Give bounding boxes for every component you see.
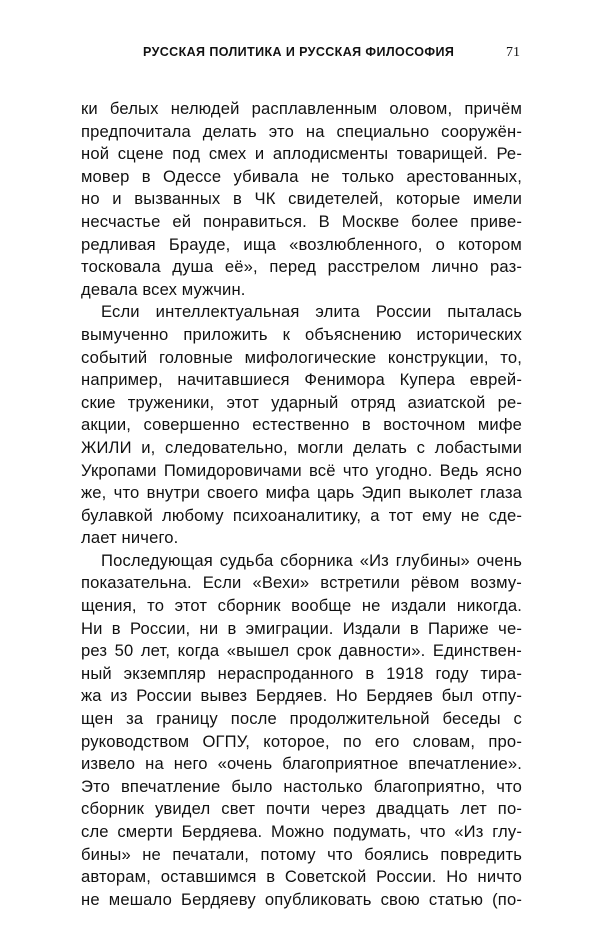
text-line: щения, то этот сборник вообще не издали никогда. [81, 596, 522, 616]
text-line: показательна. Если «Вехи» встретили рёвом возму- [81, 573, 522, 593]
text-line: руководством ОГПУ, которое, по его словам, про- [81, 731, 522, 751]
text-line: сле смерти Бердяева. Можно подумать, что «Из глу- [81, 822, 522, 841]
text-line: ки белых нелюдей расплавленным оловом, причём [81, 99, 522, 118]
text-line: сборник увидел свет почти через двадцать лет по- [81, 799, 522, 819]
text-line: но и вызванных в ЧК свидетелей, которые имели [81, 189, 522, 209]
text-line: бины» не печатали, потому что боялись повредить [81, 844, 522, 864]
text-line: тосковала душа её», перед расстрелом лично раз- [81, 257, 522, 277]
text-line: Укропами Помидоровичами всё что угодно. Ведь ясно [81, 460, 522, 480]
text-line: не мешало Бердяеву опубликовать свою статью (по- [81, 889, 522, 909]
text-line: ный экземпляр нераспроданного в 1918 году тира- [81, 663, 522, 683]
text-line: ной сцене под смех и аплодисменты товарищей. Ре- [81, 144, 522, 164]
text-line: щен за границу после продолжительной беседы с [81, 709, 522, 729]
text-line: событий головные мифологические конструкции, то, [81, 347, 522, 367]
text-line: Если интеллектуальная элита России пыталась [101, 302, 522, 322]
page-number: 71 [506, 45, 520, 60]
text-line: лает ничего. [81, 528, 179, 548]
text-line: рез 50 лет, когда «вышел срок давности». Единствен- [81, 641, 522, 661]
text-line: булавкой любому психоаналитику, а тот ему не сде- [81, 505, 522, 525]
text-line: несчастье ей понравиться. В Москве более приве- [81, 211, 522, 231]
text-line: девала всех мужчин. [81, 279, 246, 299]
text-line: авторам, оставшимся в Советской России. Но ничто [81, 867, 522, 887]
text-line: акции, совершенно естественно в восточном мифе [81, 415, 522, 435]
text-line: например, начитавшиеся Фенимора Купера еврей- [81, 370, 522, 390]
text-line: Ни в России, ни в эмиграции. Издали в Париже че- [81, 618, 522, 638]
text-line: мовер в Одессе убивала не только арестованных, [81, 166, 522, 186]
text-line: предпочитала делать это на специально сооружён- [81, 121, 522, 141]
text-line: Это впечатление было настолько благоприятно, что [81, 776, 522, 796]
body-text [81, 98, 522, 911]
text-line: же, что внутри своего мифа царь Эдип выколет глаза [81, 483, 522, 503]
running-title: РУССКАЯ ПОЛИТИКА И РУССКАЯ ФИЛОСОФИЯ [143, 45, 455, 59]
text-line: жа из России вывез Бердяев. Но Бердяев был отпу- [81, 686, 522, 706]
text-line: Последующая судьба сборника «Из глубины» очень [101, 550, 522, 570]
text-line: ЖИЛИ и, следовательно, могли делать с лобастыми [81, 437, 522, 457]
text-line: редливая Брауде, ища «возлюбленного, о котором [81, 234, 522, 254]
text-line: извело на него «очень благоприятное впечатление». [81, 754, 522, 774]
running-head [80, 45, 520, 65]
text-line: ские труженики, этот ударный отряд азиатской ре- [81, 392, 522, 412]
text-line: вымученно приложить к объяснению исторических [81, 324, 522, 344]
